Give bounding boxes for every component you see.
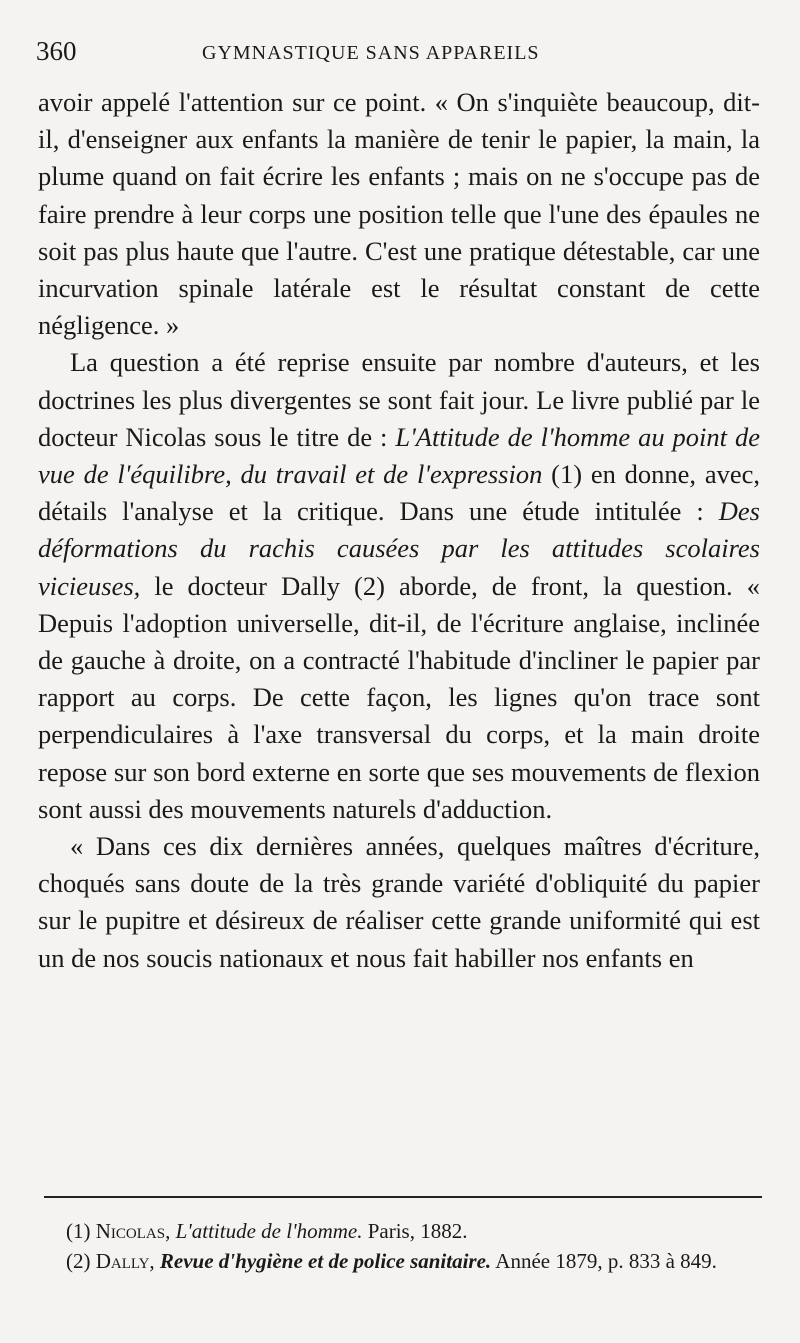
footnote-1 — [46, 1216, 762, 1246]
paragraph-3: « Dans ces dix dernières années, quelques maîtres d'écriture, choqués sans doute de la très grande variété d'obliquité du papier sur le pupitre et désireux de réaliser cette grande uniformité qui est un de nos soucis nationaux et nous fait habiller nos enfants en — [38, 831, 760, 973]
body-text — [38, 84, 760, 977]
page-number: 360 — [36, 36, 77, 66]
footnote-2 — [46, 1246, 762, 1276]
footnote-rule — [44, 1196, 762, 1198]
footnote-2-mark: (2) — [66, 1249, 91, 1273]
footnote-1-author: Nicolas, — [95, 1219, 171, 1243]
nicolas-book-title: L'Attitude de l'homme au point de vue de l'équilibre, du travail et de l'expression — [38, 421, 760, 490]
footnote-1-title: L'attitude de l'homme. — [175, 1219, 363, 1243]
dally-study-title: Des déformations du rachis causées par les attitudes scolaires vicieuses, — [38, 496, 760, 601]
paragraph-2-part-b: (1) en donne, avec, détails l'analyse et la critique. Dans une étude intitulée : — [38, 459, 760, 527]
footnotes — [46, 1216, 762, 1276]
page-header — [36, 36, 766, 76]
running-title: GYMNASTIQUE SANS APPAREILS — [202, 42, 540, 64]
paragraph-1: avoir appelé l'attention sur ce point. « On s'inquiète beaucoup, dit-il, d'enseigner aux enfants la manière de tenir le papier, la main, la plume quand on fait écrire les enfants ; mais on ne s'occupe pas de faire prendre à leur corps une position telle que l'une des épaules ne soit pas plus haute que l'autre. C'est une pratique détestable, car une incurvation spinale latérale est le résultat constant de cette négligence. » — [38, 87, 760, 341]
footnote-2-author: Dally, — [95, 1249, 155, 1273]
paragraph-2 — [38, 344, 760, 828]
paragraph-2-part-c: le docteur Dally (2) aborde, de front, la question. « Depuis l'adoption universelle, dit-il, de l'écriture anglaise, inclinée de gauche à droite, on a contracté l'habitude d'incliner le papier par rapport au corps. De cette façon, les lignes qu'on trace sont perpendiculaires à l'axe transversal du corps, et la main droite repose sur son bord externe en sorte que ses mouvements de flexion sont aussi des mouvements naturels d'adduction. — [38, 570, 760, 824]
footnote-1-rest: Paris, 1882. — [362, 1219, 468, 1243]
footnote-2-title: Revue d'hygiène et de police sanitaire. — [159, 1249, 492, 1273]
paragraph-2-part-a: La question a été reprise ensuite par nombre d'auteurs, et les doctrines les plus divergentes se sont fait jour. Le livre publié par le docteur Nicolas sous le titre de : — [38, 347, 760, 452]
footnote-1-mark: (1) — [66, 1219, 91, 1243]
footnote-2-rest: Année 1879, p. 833 à 849. — [491, 1249, 717, 1273]
